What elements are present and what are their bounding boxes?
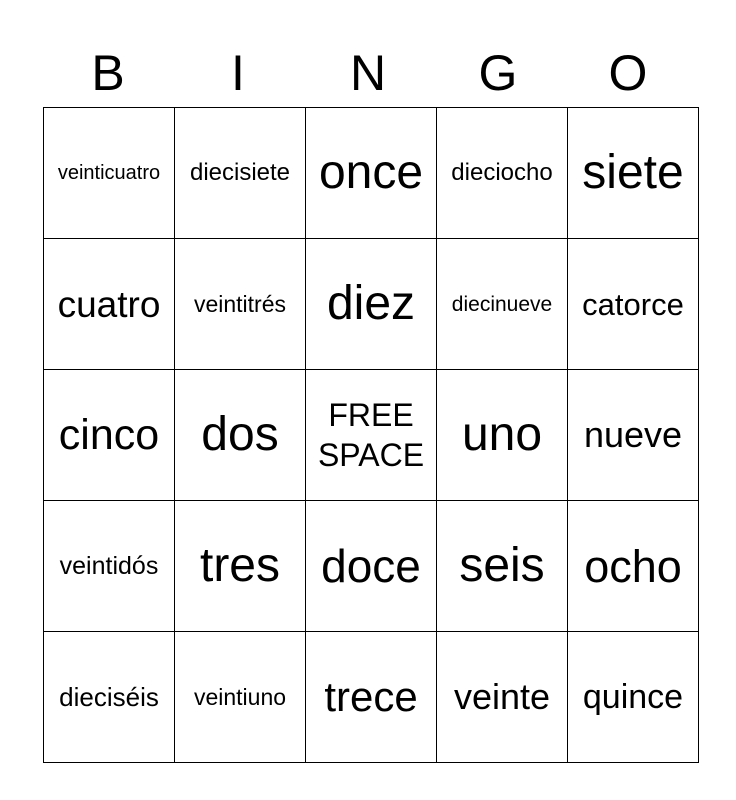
- bingo-cell[interactable]: dos: [175, 370, 306, 501]
- bingo-cell[interactable]: veintidós: [44, 501, 175, 632]
- board-row: [44, 501, 699, 632]
- board-row: [44, 239, 699, 370]
- bingo-cell[interactable]: siete: [568, 108, 699, 239]
- free-space-cell[interactable]: FREE SPACE: [306, 370, 437, 501]
- bingo-cell[interactable]: doce: [306, 501, 437, 632]
- board-row: [44, 370, 699, 501]
- bingo-cell[interactable]: quince: [568, 632, 699, 763]
- header-letter-g: G: [478, 45, 518, 101]
- bingo-board: [43, 107, 699, 763]
- bingo-cell[interactable]: dieciocho: [437, 108, 568, 239]
- bingo-cell[interactable]: veintiuno: [175, 632, 306, 763]
- bingo-cell[interactable]: catorce: [568, 239, 699, 370]
- bingo-cell[interactable]: diecisiete: [175, 108, 306, 239]
- bingo-cell[interactable]: trece: [306, 632, 437, 763]
- bingo-cell[interactable]: seis: [437, 501, 568, 632]
- bingo-cell[interactable]: veinticuatro: [44, 108, 175, 239]
- bingo-header: [43, 40, 693, 106]
- header-letter-n: N: [349, 45, 387, 101]
- header-letter-i: I: [231, 45, 245, 101]
- bingo-cell[interactable]: cinco: [44, 370, 175, 501]
- bingo-cell[interactable]: tres: [175, 501, 306, 632]
- header-letter-b: B: [91, 45, 125, 101]
- bingo-cell[interactable]: veinte: [437, 632, 568, 763]
- bingo-cell[interactable]: diecinueve: [437, 239, 568, 370]
- bingo-cell[interactable]: veintitrés: [175, 239, 306, 370]
- bingo-cell[interactable]: dieciséis: [44, 632, 175, 763]
- header-letter-o: O: [608, 45, 648, 101]
- bingo-cell[interactable]: once: [306, 108, 437, 239]
- board-row: [44, 108, 699, 239]
- bingo-cell[interactable]: nueve: [568, 370, 699, 501]
- bingo-cell[interactable]: ocho: [568, 501, 699, 632]
- bingo-cell[interactable]: cuatro: [44, 239, 175, 370]
- bingo-cell[interactable]: diez: [306, 239, 437, 370]
- board-row: [44, 632, 699, 763]
- bingo-cell[interactable]: uno: [437, 370, 568, 501]
